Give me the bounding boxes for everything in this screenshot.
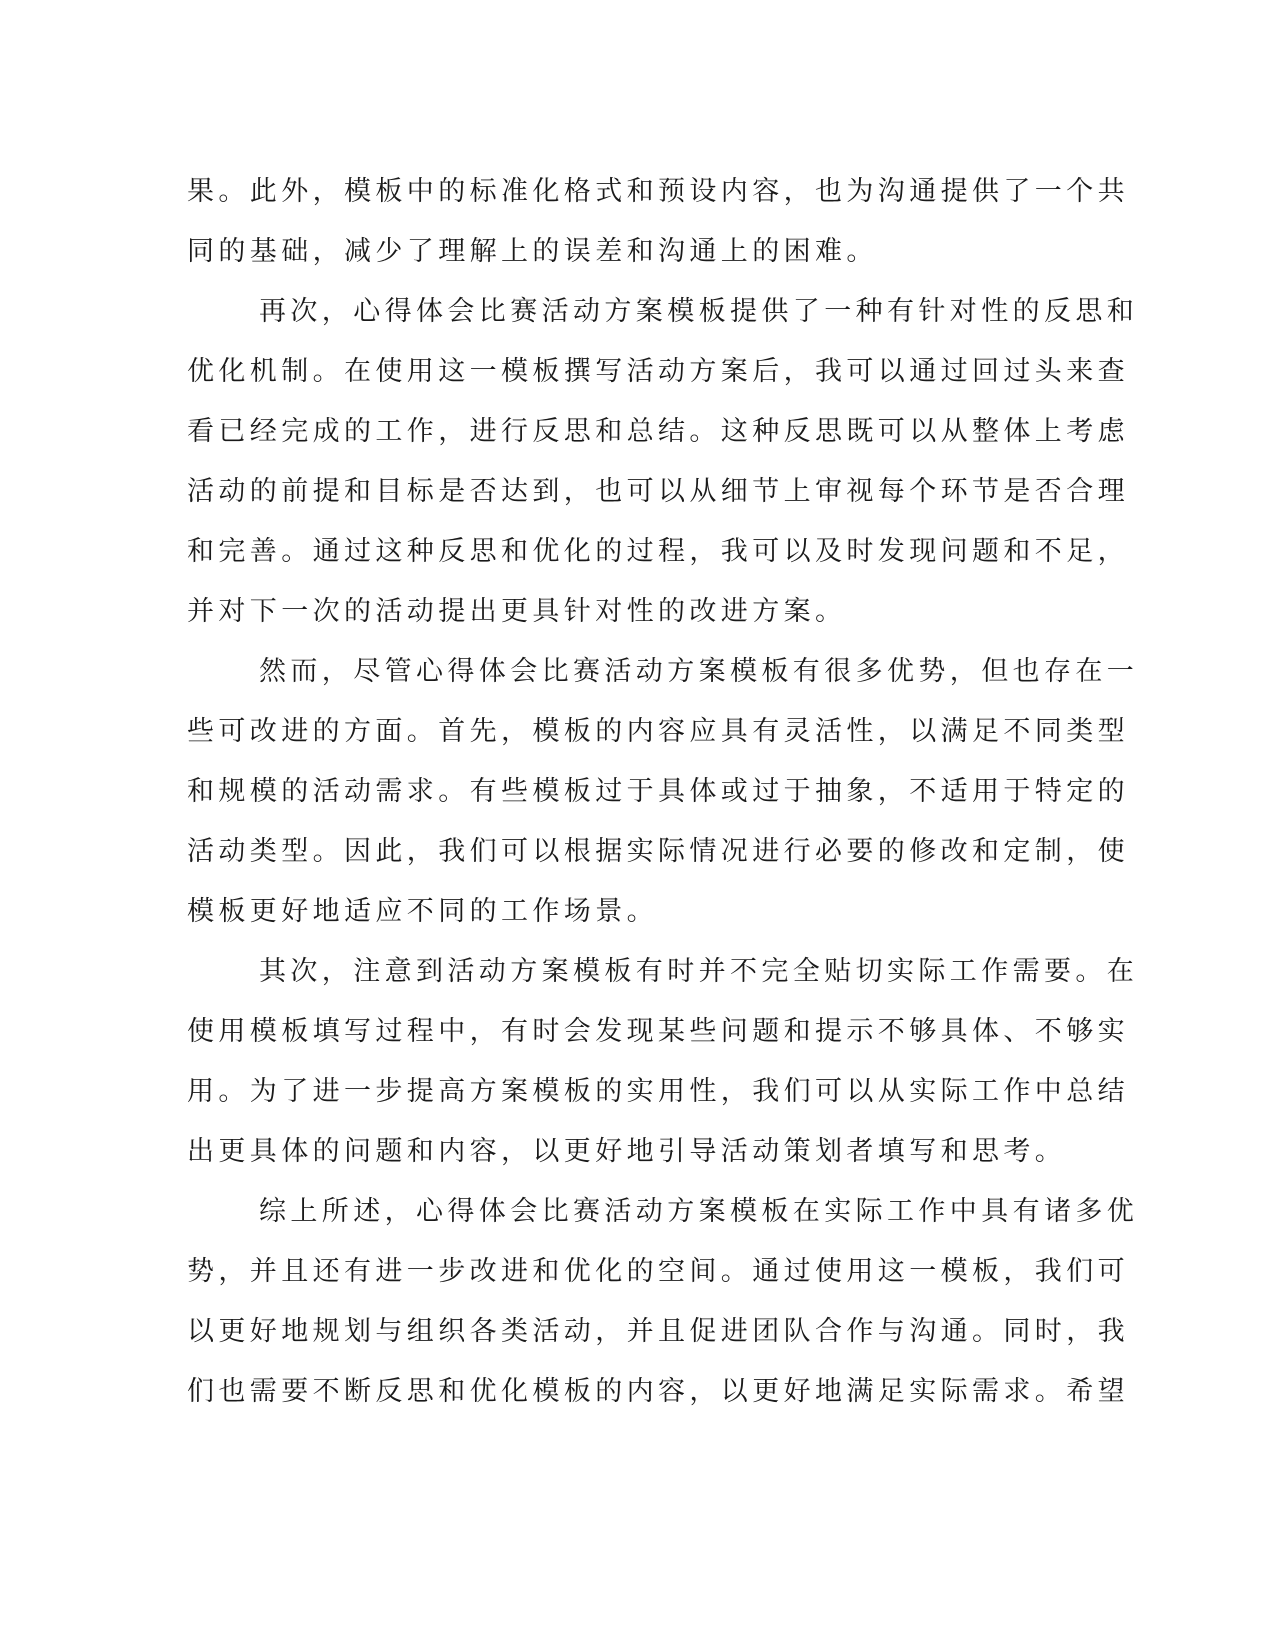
text-line: 势，并且还有进一步改进和优化的空间。通过使用这一模板，我们可: [187, 1256, 1129, 1287]
text-line: 使用模板填写过程中，有时会发现某些问题和提示不够具体、不够实: [187, 1016, 1129, 1047]
paragraph-first-line: 其次，注意到活动方案模板有时并不完全贴切实际工作需要。在: [259, 956, 1139, 987]
text-line: 果。此外，模板中的标准化格式和预设内容，也为沟通提供了一个共: [187, 176, 1129, 207]
body-text: [187, 162, 1139, 1422]
text-line: 活动类型。因此，我们可以根据实际情况进行必要的修改和定制，使: [187, 836, 1129, 867]
paragraph-first-line: 综上所述，心得体会比赛活动方案模板在实际工作中具有诸多优: [259, 1196, 1139, 1227]
text-line: 以更好地规划与组织各类活动，并且促进团队合作与沟通。同时，我: [187, 1316, 1129, 1347]
text-line: 用。为了进一步提高方案模板的实用性，我们可以从实际工作中总结: [187, 1076, 1129, 1107]
text-line: 看已经完成的工作，进行反思和总结。这种反思既可以从整体上考虑: [187, 416, 1129, 447]
text-line: 出更具体的问题和内容，以更好地引导活动策划者填写和思考。: [187, 1136, 1067, 1167]
paragraph-first-line: 再次，心得体会比赛活动方案模板提供了一种有针对性的反思和: [259, 296, 1139, 327]
text-line: 优化机制。在使用这一模板撰写活动方案后，我可以通过回过头来查: [187, 356, 1129, 387]
text-line: 些可改进的方面。首先，模板的内容应具有灵活性，以满足不同类型: [187, 716, 1129, 747]
text-line: 并对下一次的活动提出更具针对性的改进方案。: [187, 596, 847, 627]
text-line: 们也需要不断反思和优化模板的内容，以更好地满足实际需求。希望: [187, 1376, 1129, 1407]
paragraph-first-line: 然而，尽管心得体会比赛活动方案模板有很多优势，但也存在一: [259, 656, 1139, 687]
text-line: 同的基础，减少了理解上的误差和沟通上的困难。: [187, 236, 878, 267]
text-line: 和规模的活动需求。有些模板过于具体或过于抽象，不适用于特定的: [187, 776, 1129, 807]
text-line: 模板更好地适应不同的工作场景。: [187, 896, 658, 927]
text-line: 和完善。通过这种反思和优化的过程，我可以及时发现问题和不足，: [187, 536, 1129, 567]
text-line: 活动的前提和目标是否达到，也可以从细节上审视每个环节是否合理: [187, 476, 1129, 507]
